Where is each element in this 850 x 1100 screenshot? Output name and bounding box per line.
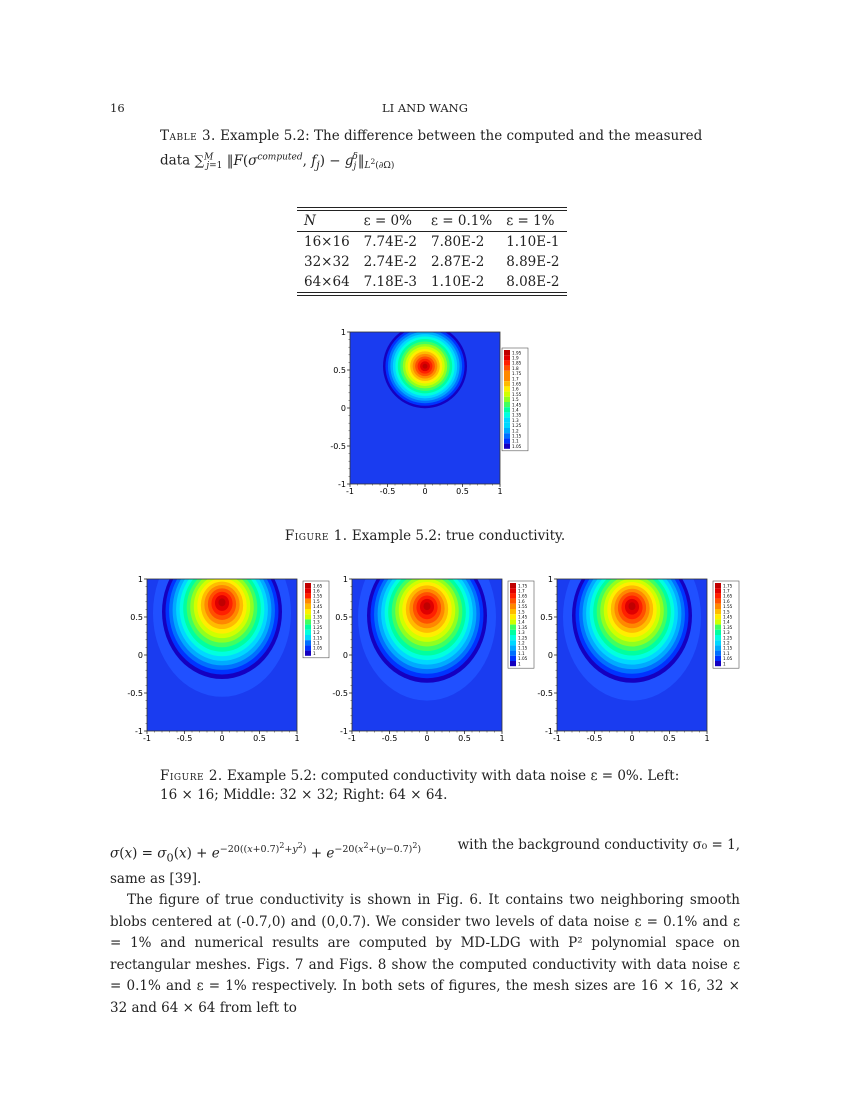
legend-swatch (305, 593, 311, 598)
legend-swatch (510, 599, 516, 604)
figure2-plot-middle (332, 572, 535, 748)
x-tick-label: 0.5 (456, 487, 469, 496)
y-tick-label: -0.5 (127, 689, 143, 698)
legend-swatch (504, 360, 510, 365)
table-cell: 7.80E-2 (431, 234, 485, 250)
figure2-plot-left (127, 572, 330, 748)
legend-label: 1.2 (313, 630, 320, 636)
legend-swatch (305, 614, 311, 619)
x-tick-label: 0 (424, 734, 430, 743)
y-tick-label: 0.5 (540, 613, 553, 622)
heatmap-contour (218, 598, 225, 606)
legend-label: 1.25 (313, 624, 323, 630)
y-tick-label: 1 (547, 575, 553, 584)
y-tick-label: 0.5 (130, 613, 143, 622)
table-cell: 64×64 (304, 274, 350, 290)
legend-label: 1.65 (723, 593, 733, 599)
formula-tail: with the background conductivity σ₀ = 1, (457, 837, 740, 853)
x-tick-label: 0.5 (253, 734, 266, 743)
legend-swatch (305, 609, 311, 614)
legend-label: 1.4 (512, 407, 519, 413)
table3-label: Table 3. (160, 128, 216, 144)
y-tick-label: 0.5 (335, 613, 348, 622)
legend-swatch (510, 625, 516, 630)
legend-swatch (510, 661, 516, 666)
legend-label: 1.4 (518, 619, 525, 625)
legend-swatch (504, 350, 510, 355)
legend-label: 1.5 (313, 598, 320, 604)
heatmap-contour (628, 602, 635, 610)
legend-swatch (504, 402, 510, 407)
legend-label: 1.2 (518, 640, 525, 646)
table3-col-eps01: ε = 0.1% (431, 213, 493, 229)
legend-label: 1.5 (518, 609, 525, 615)
x-tick-label: 0 (629, 734, 635, 743)
x-tick-label: -0.5 (381, 734, 398, 743)
figure1-label: Figure 1. (284, 528, 348, 544)
legend-swatch (504, 407, 510, 412)
table3-col-eps0: ε = 0% (363, 213, 412, 229)
legend-label: 1 (518, 661, 521, 667)
legend-swatch (715, 635, 721, 640)
table-cell: 8.89E-2 (506, 254, 560, 270)
table3-formula: ∑$^M_{j=1}$ $‖F(\sigma^{computed}$, $f_j$) − $g_j^\delta‖_{L^2(\partial\Omega)}$ (194, 152, 395, 172)
table-cell: 1.10E-1 (506, 234, 560, 250)
legend-swatch (305, 619, 311, 624)
y-tick-label: -1 (338, 480, 346, 489)
table-row (297, 272, 567, 293)
legend-swatch (305, 599, 311, 604)
legend-swatch (715, 614, 721, 619)
legend-label: 1.65 (313, 583, 323, 589)
y-tick-label: 0 (547, 651, 553, 660)
legend-swatch (510, 614, 516, 619)
legend-label: 1.55 (723, 604, 733, 610)
legend-label: 1.05 (723, 656, 733, 662)
legend-label: 1.45 (313, 604, 323, 610)
figure2-heatmap-32 (332, 572, 535, 744)
legend-swatch (715, 604, 721, 609)
legend-label: 1.6 (313, 588, 320, 594)
legend-swatch (510, 630, 516, 635)
legend-swatch (715, 588, 721, 593)
y-tick-label: 1 (340, 328, 346, 337)
legend-label: 1.4 (313, 609, 320, 615)
legend-swatch (715, 599, 721, 604)
legend-label: 1.7 (723, 588, 730, 594)
legend-label: 1.35 (518, 624, 528, 630)
y-tick-label: 0 (340, 404, 346, 413)
legend-swatch (504, 412, 510, 417)
legend-swatch (504, 438, 510, 443)
x-tick-label: 0.5 (663, 734, 676, 743)
legend-swatch (715, 593, 721, 598)
legend-label: 1.35 (512, 412, 522, 418)
legend-label: 1.1 (512, 438, 519, 444)
legend-swatch (504, 433, 510, 438)
table-cell: 2.87E-2 (431, 254, 485, 270)
legend-label: 1.55 (313, 593, 323, 599)
table3-col-eps1: ε = 1% (506, 213, 555, 229)
y-tick-label: 1 (137, 575, 143, 584)
body-paragraph: The figure of true conductivity is shown in Fig. 6. It contains two neighboring smooth blobs centered at (-0.7,0) and (0,0.7). We consider two levels of data noise ε = 0.1% and ε = 1% and numerical results are computed by MD-LDG with P² polynomial space on rectangular meshes. Figs. 7 and Figs. 8 show the computed conductivity with data noise ε = 0.1% and ε = 1% respectively. In both sets of figures, the mesh sizes are 16 × 16, 32 × 32 and 64 × 64 from left to (110, 892, 740, 1016)
legend-label: 1.35 (723, 624, 733, 630)
legend-swatch (305, 583, 311, 588)
legend-label: 1.1 (723, 650, 730, 656)
legend-label: 1.5 (512, 397, 519, 403)
legend-swatch (305, 604, 311, 609)
table-cell: 7.74E-2 (363, 234, 417, 250)
legend-label: 1 (313, 650, 316, 656)
table3-caption (160, 127, 720, 176)
table3 (297, 207, 567, 296)
y-tick-label: -1 (135, 727, 143, 736)
legend-label: 1 (723, 661, 726, 667)
table3-caption-prefix: data (160, 152, 191, 169)
table-row (297, 252, 567, 272)
heatmap-contour (423, 364, 428, 369)
legend-label: 1.55 (518, 604, 528, 610)
legend-swatch (510, 583, 516, 588)
legend-label: 1.6 (518, 598, 525, 604)
legend-label: 1.7 (512, 376, 519, 382)
legend-swatch (504, 386, 510, 391)
figure2-plot-right (537, 572, 740, 748)
figure2-label: Figure 2. (160, 768, 223, 784)
legend-label: 1.6 (512, 386, 519, 392)
x-tick-label: -0.5 (586, 734, 603, 743)
legend-swatch (305, 588, 311, 593)
legend-swatch (715, 651, 721, 656)
legend-label: 1.85 (512, 360, 522, 366)
y-tick-label: -0.5 (330, 442, 346, 451)
x-tick-label: -1 (143, 734, 151, 743)
legend-swatch (715, 656, 721, 661)
sigma-formula: $\sigma(x) = \sigma_0(x) + e^{-20((x+0.7)^2+y^2)} + e^{-20(x^2+(y-0.7)^2)}$ (110, 841, 422, 865)
figure1-heatmap (330, 325, 533, 497)
legend-label: 1.3 (512, 417, 519, 423)
figure2-heatmap-64 (537, 572, 740, 744)
legend-label: 1.65 (512, 381, 522, 387)
legend-swatch (504, 392, 510, 397)
table3-col-n: N (304, 213, 316, 229)
figure2-caption-line1: Example 5.2: computed conductivity with data noise ε = 0%. Left: (227, 768, 680, 784)
legend-label: 1.25 (723, 635, 733, 641)
legend-label: 1.05 (512, 443, 522, 449)
table-cell: 16×16 (304, 234, 350, 250)
legend-label: 1.45 (512, 402, 522, 408)
legend-label: 1.3 (518, 630, 525, 636)
figure2-caption (160, 767, 720, 805)
body-line: same as [39]. (110, 870, 202, 887)
figure1-caption (0, 527, 850, 546)
legend-swatch (504, 366, 510, 371)
legend-swatch (510, 645, 516, 650)
running-title: LI AND WANG (382, 101, 468, 115)
legend-label: 1.1 (313, 640, 320, 646)
table-cell: 7.18E-3 (363, 274, 417, 290)
legend-label: 1.15 (313, 635, 323, 641)
legend-label: 1.25 (512, 423, 522, 429)
legend-label: 1.95 (512, 350, 522, 356)
legend-label: 1.15 (518, 645, 528, 651)
legend-swatch (510, 593, 516, 598)
legend-swatch (715, 619, 721, 624)
table3-caption-line1: Example 5.2: The difference between the computed and the measured (220, 128, 703, 144)
legend-swatch (504, 418, 510, 423)
table-row (297, 232, 567, 253)
legend-swatch (504, 371, 510, 376)
legend-label: 1.2 (723, 640, 730, 646)
y-tick-label: -1 (340, 727, 348, 736)
legend-label: 1.3 (313, 619, 320, 625)
legend-label: 1.65 (518, 593, 528, 599)
y-tick-label: -0.5 (537, 689, 553, 698)
legend-label: 1.05 (313, 645, 323, 651)
legend-swatch (510, 640, 516, 645)
body-text (110, 835, 740, 1019)
legend-swatch (504, 397, 510, 402)
legend-swatch (504, 355, 510, 360)
legend-label: 1.3 (723, 630, 730, 636)
legend-swatch (510, 651, 516, 656)
page-number: 16 (110, 101, 125, 115)
legend-label: 1.6 (723, 598, 730, 604)
legend-label: 1.55 (512, 391, 522, 397)
legend-label: 1.05 (518, 656, 528, 662)
y-tick-label: 0.5 (333, 366, 346, 375)
legend-label: 1.7 (518, 588, 525, 594)
legend-label: 1.9 (512, 355, 519, 361)
x-tick-label: 1 (294, 734, 300, 743)
x-tick-label: 1 (704, 734, 710, 743)
legend-swatch (715, 661, 721, 666)
legend-swatch (305, 630, 311, 635)
table-cell: 1.10E-2 (431, 274, 485, 290)
y-tick-label: 0 (342, 651, 348, 660)
legend-label: 1.45 (518, 614, 528, 620)
legend-label: 1.15 (512, 433, 522, 439)
legend-swatch (715, 583, 721, 588)
legend-label: 1.35 (313, 614, 323, 620)
legend-label: 1.1 (518, 650, 525, 656)
legend-swatch (504, 376, 510, 381)
legend-label: 1.4 (723, 619, 730, 625)
legend-label: 1.5 (723, 609, 730, 615)
y-tick-label: -0.5 (332, 689, 348, 698)
figure1-caption-text: Example 5.2: true conductivity. (351, 528, 566, 544)
legend-label: 1.75 (512, 371, 522, 377)
legend-label: 1.75 (723, 583, 733, 589)
legend-label: 1.8 (512, 365, 519, 371)
legend-swatch (305, 625, 311, 630)
legend-label: 1.2 (512, 428, 519, 434)
legend-swatch (305, 645, 311, 650)
figure2-caption-line2: 16 × 16; Middle: 32 × 32; Right: 64 × 64. (160, 787, 448, 803)
legend-swatch (305, 640, 311, 645)
x-tick-label: 0 (422, 487, 428, 496)
legend-swatch (504, 423, 510, 428)
table-cell: 32×32 (304, 254, 350, 270)
y-tick-label: 0 (137, 651, 143, 660)
legend-swatch (510, 609, 516, 614)
legend-swatch (510, 656, 516, 661)
legend-swatch (715, 640, 721, 645)
legend-swatch (305, 651, 311, 656)
legend-swatch (504, 428, 510, 433)
legend-swatch (715, 645, 721, 650)
legend-swatch (510, 619, 516, 624)
x-tick-label: 0.5 (458, 734, 471, 743)
figure1-plot (330, 325, 533, 501)
legend-swatch (305, 635, 311, 640)
legend-label: 1.45 (723, 614, 733, 620)
x-tick-label: 1 (499, 734, 505, 743)
legend-swatch (715, 630, 721, 635)
table-cell: 2.74E-2 (363, 254, 417, 270)
legend-swatch (510, 604, 516, 609)
heatmap-contour (423, 602, 430, 610)
x-tick-label: -1 (553, 734, 561, 743)
legend-swatch (715, 609, 721, 614)
figure2-heatmap-16 (127, 572, 330, 744)
x-tick-label: 0 (219, 734, 225, 743)
x-tick-label: -0.5 (379, 487, 396, 496)
x-tick-label: -0.5 (176, 734, 193, 743)
legend-swatch (510, 635, 516, 640)
legend-swatch (504, 444, 510, 449)
x-tick-label: -1 (346, 487, 354, 496)
x-tick-label: -1 (348, 734, 356, 743)
table-cell: 8.08E-2 (506, 274, 560, 290)
y-tick-label: 1 (342, 575, 348, 584)
legend-swatch (504, 381, 510, 386)
legend-swatch (510, 588, 516, 593)
legend-swatch (715, 625, 721, 630)
legend-label: 1.15 (723, 645, 733, 651)
legend-label: 1.75 (518, 583, 528, 589)
legend-label: 1.25 (518, 635, 528, 641)
y-tick-label: -1 (545, 727, 553, 736)
x-tick-label: 1 (497, 487, 503, 496)
